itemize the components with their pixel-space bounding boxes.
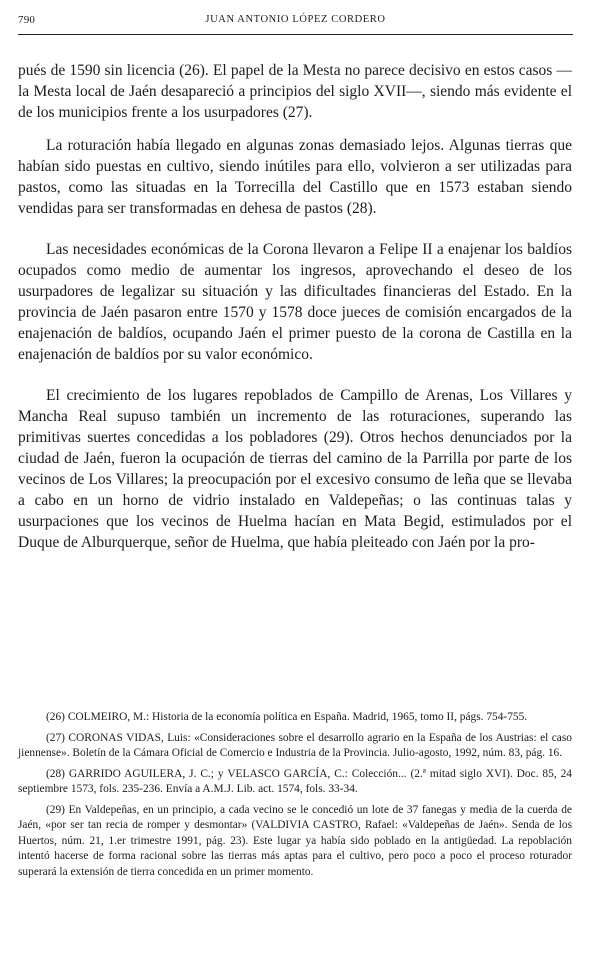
body-text: [18, 60, 572, 565]
running-head: JUAN ANTONIO LÓPEZ CORDERO: [205, 14, 386, 25]
footnotes: [18, 710, 572, 885]
body-paragraph: Las necesidades económicas de la Corona llevaron a Felipe II a enajenar los baldíos ocupados como medio de aumentar los ingresos, aprovechando el deseo de los usurpadores de legalizar su situación y las dificultades financieras del Estado. En la provincia de Jaén pasaron entre 1570 y 1578 doce jueces de comisión encargados de la enajenación de baldíos, ocupando Jaén el primer puesto de la corona de Castilla en la enajenación de baldíos por su valor económico.: [18, 241, 572, 363]
footnote: (28) GARRIDO AGUILERA, J. C.; y VELASCO GARCÍA, C.: Colección... (2.ª mitad siglo XVI). Doc. 85, 24 septiembre 1573, fols. 235-236. Envía a A.M.J. Lib. act. 1574, fols. 33-34.: [18, 767, 572, 795]
footnote: (26) COLMEIRO, M.: Historia de la economía política en España. Madrid, 1965, tomo II, págs. 754-755.: [46, 711, 528, 723]
body-paragraph: pués de 1590 sin licencia (26). El papel de la Mesta no parece decisivo en estos casos —la Mesta local de Jaén desapareció a principios del siglo XVII—, siendo más evidente el de los municipios frente a los usurpadores (27).: [18, 62, 572, 121]
body-paragraph: La roturación había llegado en algunas zonas demasiado lejos. Algunas tierras que habían sido puestas en cultivo, siendo inútiles para ello, volvieron a ser utilizadas para pastos, como las situadas en la Torrecilla del Castillo que en 1573 estaban siendo vendidas para ser transformadas en dehesa de pastos (28).: [18, 137, 572, 217]
page-number: 790: [18, 14, 36, 26]
footnote: (27) CORONAS VIDAS, Luis: «Consideraciones sobre el desarrollo agrario en la España de los Austrias: el caso jiennense». Boletín de la Cámara Oficial de Comercio e Industria de la Provincia. Julio-agosto, 1992, núm. 83, pág. 16.: [18, 731, 572, 759]
header-rule: [18, 34, 573, 35]
body-paragraph: El crecimiento de los lugares repoblados de Campillo de Arenas, Los Villares y Mancha Real supuso también un incremento de las roturaciones, superando las primitivas suertes concedidas a los pobladores (29). Otros hechos denunciados por la ciudad de Jaén, fueron la ocupación de tierras del camino de la Parrilla por parte de los vecinos de Los Villares; la preocupación por el excesivo consumo de leña que se llevaba a cabo en un horno de vidrio instalado en Valdepeñas; o las continuas talas y usurpaciones que los vecinos de Huelma hacían en Mata Begid, estimulados por el Duque de Alburquerque, señor de Huelma, que había pleiteado con Jaén por la pro-: [18, 387, 572, 551]
footnote: (29) En Valdepeñas, en un principio, a cada vecino se le concedió un lote de 37 fanegas y media de la cuerda de Jaén, «por ser tan recia de romper y desmontar» (VALDIVIA CASTRO, Rafael: «Valdepeñas de Jaén». Senda de los Huertos, núm. 21, 1.er trimestre 1991, pág. 23). Este lugar ya había sido poblado en la antigüedad. La repoblación intentó hacerse de forma racional sobre las tierras más aptas para el cultivo, pero poco a poco el proceso roturador superará la extensión de tierra concedida en un primer momento.: [18, 803, 572, 878]
page-header: [18, 12, 573, 34]
